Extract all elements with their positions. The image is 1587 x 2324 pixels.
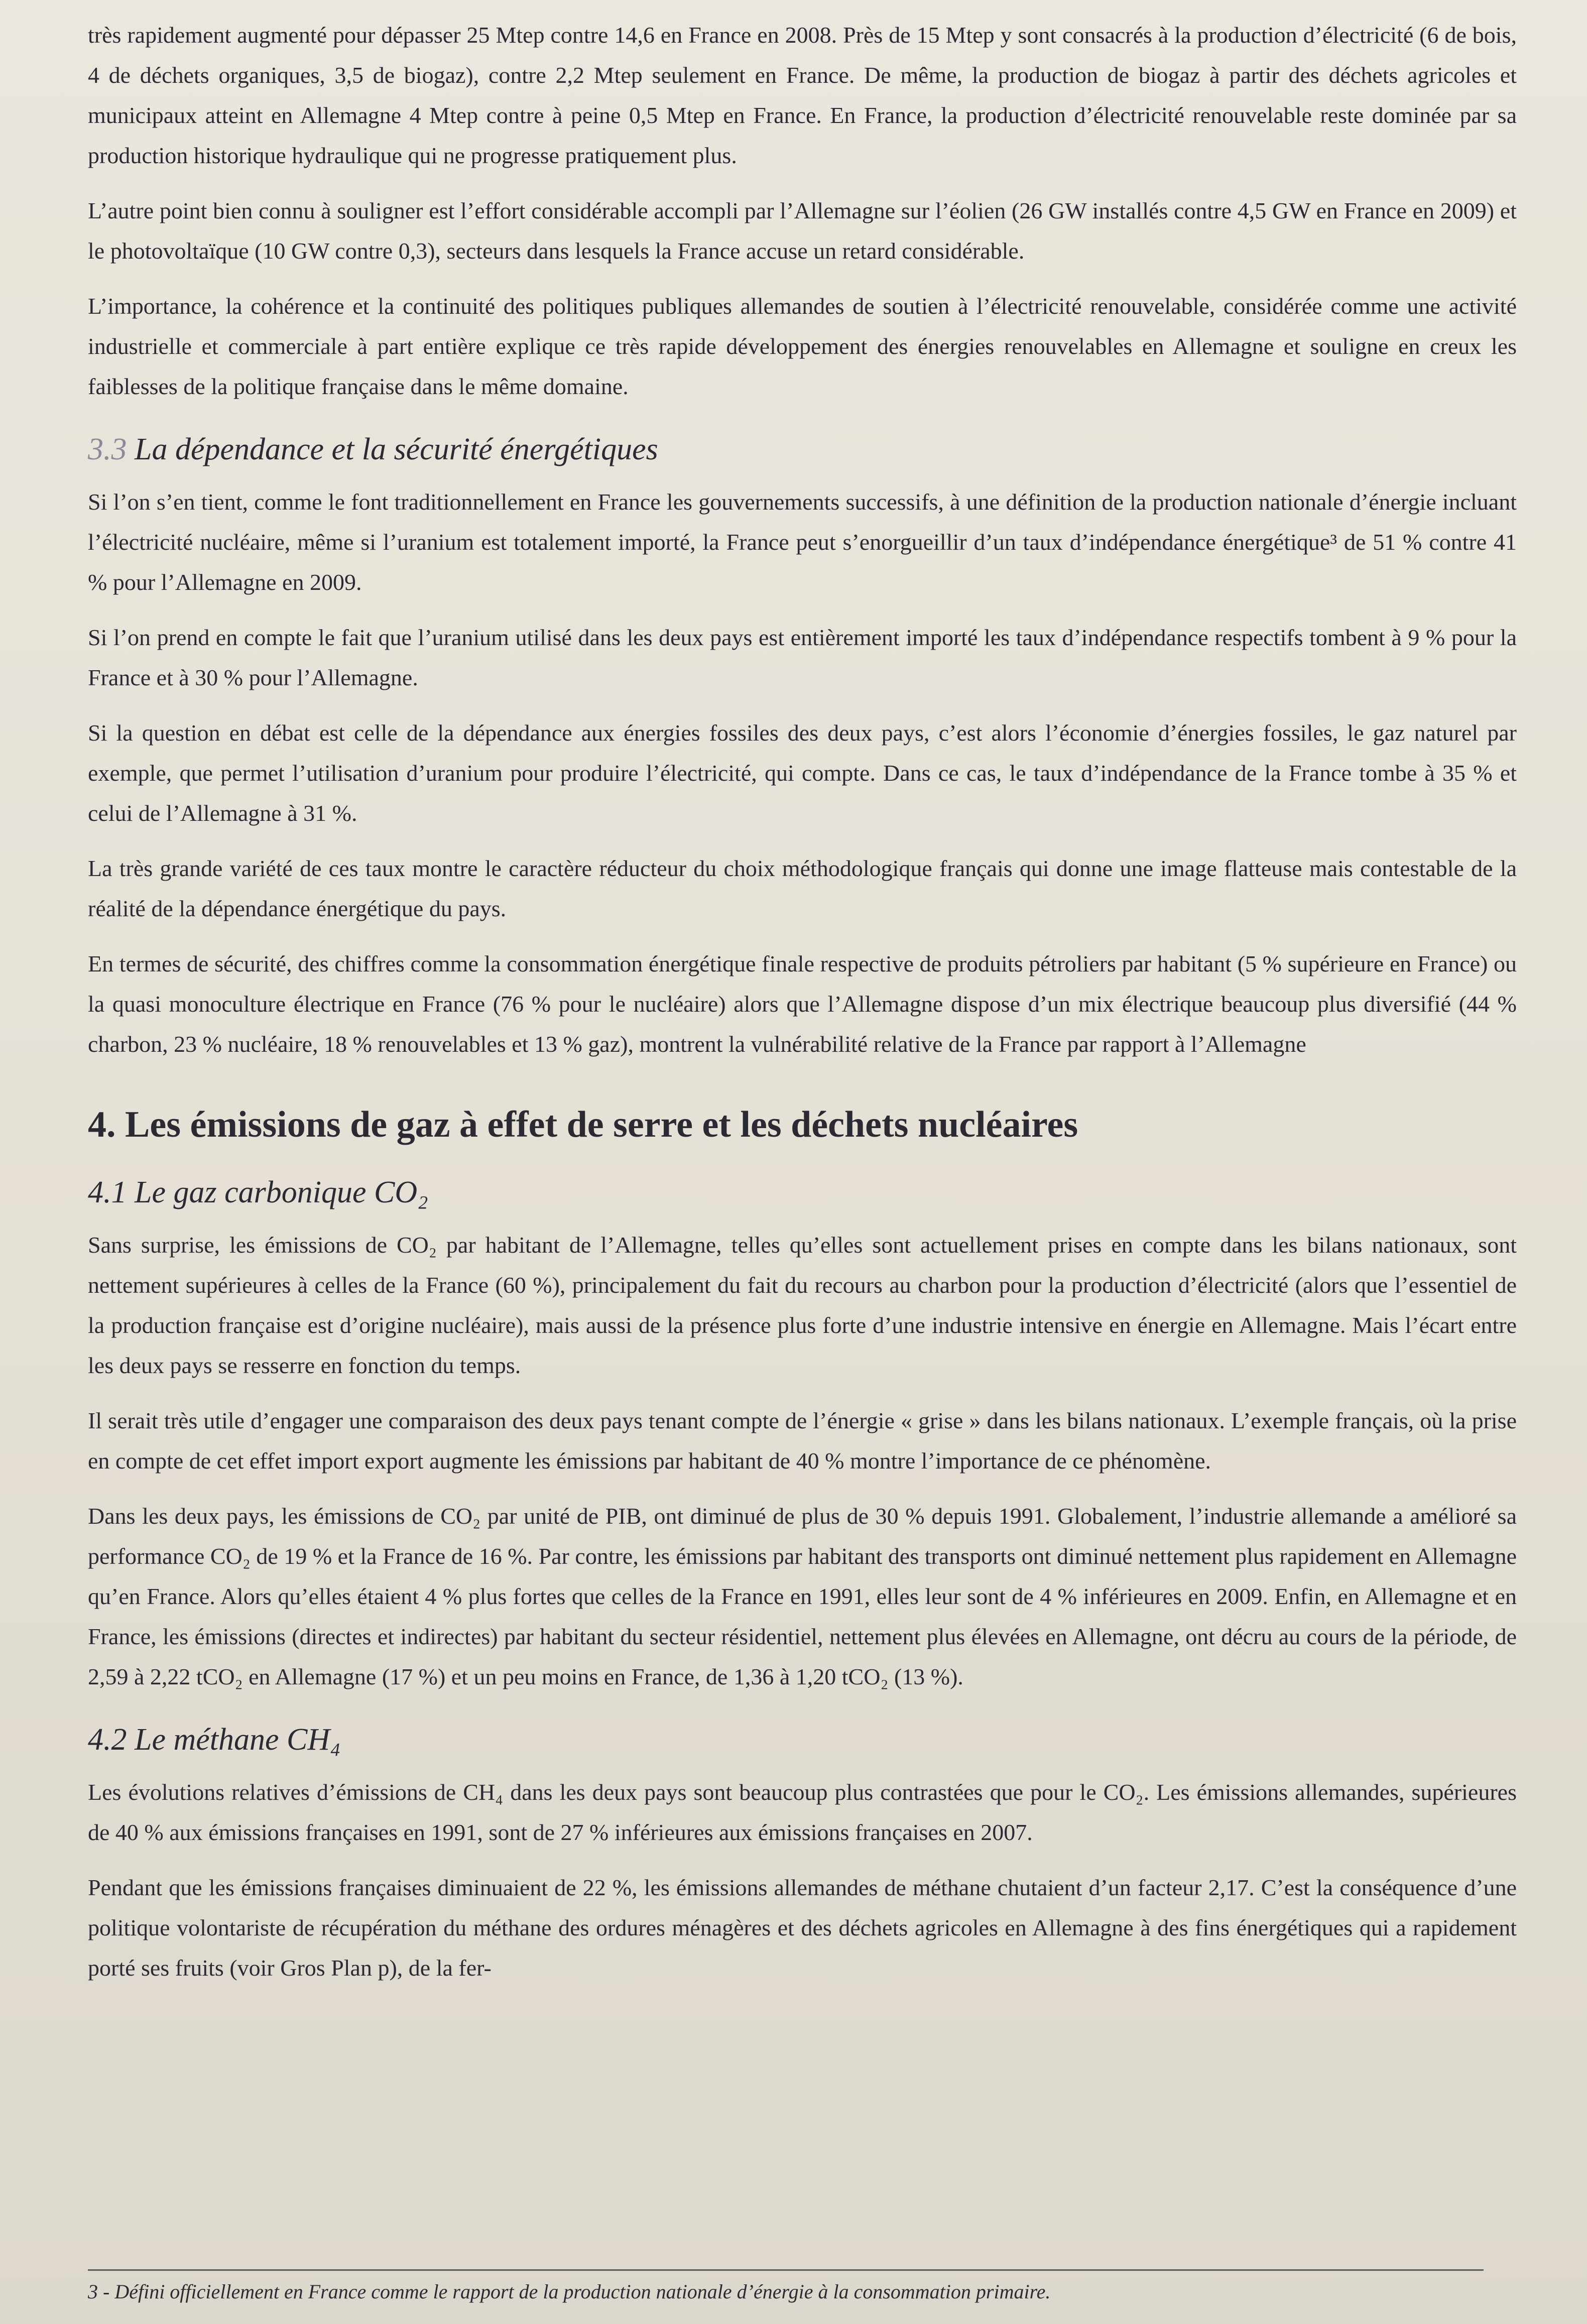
paragraph-methane-recovery: Pendant que les émissions françaises diminuaient de 22 %, les émissions allemandes de méthane chutaient d’un facteur 2,17. C’est la conséquence d’une politique volontariste de récupération du méthane des ordures ménagères et des déchets agricoles en Allemagne à des fins énergétiques qui a rapidement porté ses fruits (voir Gros Plan p), de la fer- <box>88 1875 1517 1981</box>
heading-4-1: 4.1 Le gaz carbonique CO₂ <box>88 1175 428 1209</box>
page-content <box>88 15 1517 2003</box>
paragraph-biomass: très rapidement augmenté pour dépasser 25 Mtep contre 14,6 en France en 2008. Près de 15 Mtep y sont consacrés à la production d’électricité (6 de bois, 4 de déchets organiques, 3,5 de biogaz), contre 2,2 Mtep seulement en France. De même, la production de biogaz à partir des déchets agricoles et municipaux atteint en Allemagne 4 Mtep contre à peine 0,5 Mtep en France. En France, la production d’électricité renouvelable reste dominée par sa production historique hydraulique qui ne progresse pratiquement plus. <box>88 22 1517 168</box>
heading-section-4: 4. Les émissions de gaz à effet de serre et les déchets nucléaires <box>88 1104 1078 1145</box>
heading-3-3-number: 3.3 <box>88 432 127 466</box>
paragraph-co2-gdp: Dans les deux pays, les émissions de CO₂ par unité de PIB, ont diminué de plus de 30 % depuis 1991. Globalement, l’industrie allemande a amélioré sa performance CO₂ de 19 % et la France de 16 %. Par contre, les émissions par habitant des transports ont diminué nettement plus rapidement en Allemagne qu’en France. Alors qu’elles étaient 4 % plus fortes que celles de la France en 1991, elles leur sont de 4 % inférieures en 2009. Enfin, en Allemagne et en France, les émissions (directes et indirectes) par habitant du secteur résidentiel, nettement plus élevées en Allemagne, ont décru au cours de la période, de 2,59 à 2,22 tCO₂ en Allemagne (17 %) et un peu moins en France, de 1,36 à 1,20 tCO₂ (13 %). <box>88 1503 1517 1689</box>
paragraph-wind-solar: L’autre point bien connu à souligner est l’effort considérable accompli par l’Allemagne sur l’éolien (26 GW installés contre 4,5 GW en France en 2009) et le photovoltaïque (10 GW contre 0,3), secteurs dans lesquels la France accuse un retard considérable. <box>88 198 1517 264</box>
paragraph-public-policy: L’importance, la cohérence et la continuité des politiques publiques allemandes de soutien à l’électricité renouvelable, considérée comme une activité industrielle et commerciale à part entière explique ce très rapide développement des énergies renouvelables en Allemagne et souligne en creux les faiblesses de la politique française dans le même domaine. <box>88 293 1517 399</box>
paragraph-grey-energy: Il serait très utile d’engager une comparaison des deux pays tenant compte de l’énergie « grise » dans les bilans nationaux. L’exemple français, où la prise en compte de cet effet import export augmente les émissions par habitant de 40 % montre l’importance de ce phénomène. <box>88 1408 1517 1474</box>
heading-3-3-title: La dépendance et la sécurité énergétiques <box>135 432 658 466</box>
paragraph-methodology: La très grande variété de ces taux montre le caractère réducteur du choix méthodologique français qui donne une image flatteuse mais contestable de la réalité de la dépendance énergétique du pays. <box>88 855 1517 921</box>
paragraph-uranium-imported: Si l’on prend en compte le fait que l’uranium utilisé dans les deux pays est entièrement importé les taux d’indépendance respectifs tombent à 9 % pour la France et à 30 % pour l’Allemagne. <box>88 625 1517 690</box>
paragraph-security: En termes de sécurité, des chiffres comme la consommation énergétique finale respective de produits pétroliers par habitant (5 % supérieure en France) ou la quasi monoculture électrique en France (76 % pour le nucléaire) alors que l’Allemagne dispose d’un mix électrique beaucoup plus diversifié (44 % charbon, 23 % nucléaire, 18 % renouvelables et 13 % gaz), montrent la vulnérabilité relative de la France par rapport à l’Allemagne <box>88 951 1517 1057</box>
footnote-divider <box>88 2269 1484 2271</box>
paragraph-fossil-dependence: Si la question en débat est celle de la dépendance aux énergies fossiles des deux pays, c’est alors l’économie d’énergies fossiles, le gaz naturel par exemple, que permet l’utilisation d’uranium pour produire l’électricité, qui compte. Dans ce cas, le taux d’indépendance de la France tombe à 35 % et celui de l’Allemagne à 31 %. <box>88 720 1517 826</box>
paragraph-co2-per-capita: Sans surprise, les émissions de CO₂ par habitant de l’Allemagne, telles qu’elles sont actuellement prises en compte dans les bilans nationaux, sont nettement supérieures à celles de la France (60 %), principalement du fait du recours au charbon pour la production d’électricité (alors que l’essentiel de la production française est d’origine nucléaire), mais aussi de la présence plus forte d’une industrie intensive en énergie en Allemagne. Mais l’écart entre les deux pays se resserre en fonction du temps. <box>88 1232 1517 1378</box>
paragraph-methane-evolution: Les évolutions relatives d’émissions de CH₄ dans les deux pays sont beaucoup plus contrastées que pour le CO₂. Les émissions allemandes, supérieures de 40 % aux émissions françaises en 1991, sont de 27 % inférieures aux émissions françaises en 2007. <box>88 1779 1517 1845</box>
heading-3-3 <box>88 427 1517 472</box>
footnote: 3 - Défini officiellement en France comme le rapport de la production nationale d’énergie à la consommation primaire. <box>88 2280 1051 2303</box>
heading-4-2: 4.2 Le méthane CH₄ <box>88 1723 341 1757</box>
paragraph-independence-rate: Si l’on s’en tient, comme le font traditionnellement en France les gouvernements successifs, à une définition de la production nationale d’énergie incluant l’électricité nucléaire, même si l’uranium est totalement importé, la France peut s’enorgueillir d’un taux d’indépendance énergétique³ de 51 % contre 41 % pour l’Allemagne en 2009. <box>88 489 1517 595</box>
